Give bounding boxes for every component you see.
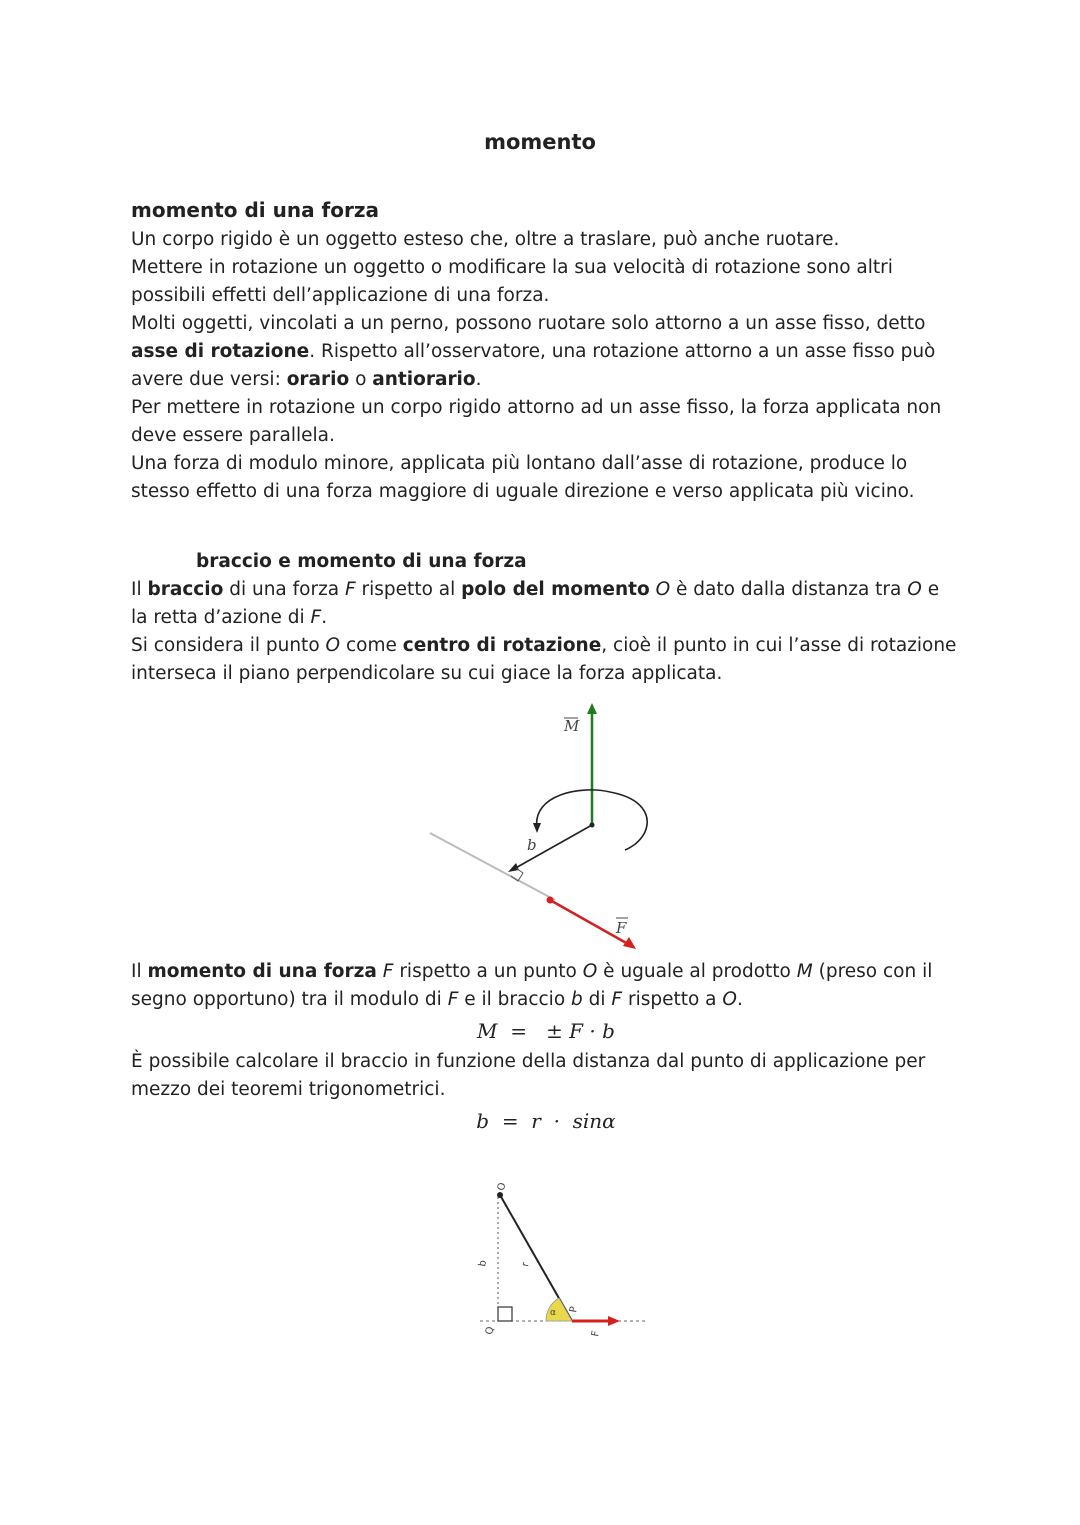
label-b: b	[477, 1259, 490, 1268]
paragraph: È possibile calcolare il braccio in funzione della distanza dal punto di applicazione per mezzo dei teoremi trigonometrici.	[131, 1051, 926, 1100]
force-arrowhead	[608, 1316, 620, 1326]
text: Molti oggetti, vincolati a un perno, possono ruotare solo attorno a un asse fisso, detto	[131, 313, 926, 334]
label-alpha: α	[550, 1308, 556, 1318]
text: rispetto al	[355, 579, 462, 600]
text: e il braccio	[458, 989, 572, 1010]
formula-moment: M = ± F · b	[477, 1019, 615, 1043]
italic-symbol: M	[796, 961, 813, 982]
label-r: r	[520, 1261, 532, 1268]
text: Si considera il punto	[131, 635, 326, 656]
section-heading-braccio: braccio e momento di una forza	[196, 551, 527, 572]
text: .	[475, 369, 482, 390]
label-P: P	[568, 1305, 581, 1314]
italic-symbol: O	[325, 635, 341, 656]
text: e la retta d’azione di	[131, 579, 940, 628]
paragraph: Per mettere in rotazione un corpo rigido attorno ad un asse fisso, la forza applicata non deve essere parallela.	[131, 397, 942, 446]
arm-arrowhead	[508, 863, 519, 872]
bold-term: antiorario	[372, 369, 476, 390]
point-O	[497, 1192, 503, 1198]
italic-symbol: F	[310, 607, 322, 628]
label-b: b	[527, 836, 537, 854]
arm-trig-diagram	[470, 1175, 660, 1350]
bold-term: polo del momento	[461, 579, 650, 600]
paragraph	[131, 576, 961, 632]
main-content	[131, 196, 961, 688]
text: . Rispetto all’osservatore, una rotazione attorno a un asse fisso può avere due versi:	[131, 341, 936, 390]
pole-point	[590, 823, 595, 828]
right-angle-square	[498, 1307, 512, 1321]
text: , cioè il punto in cui l’asse di rotazione interseca il piano perpendicolare su cui giace la forza applicata.	[131, 635, 957, 684]
text: .	[736, 989, 743, 1010]
text: Il	[131, 579, 148, 600]
text: rispetto a	[622, 989, 723, 1010]
text: è dato dalla distanza tra	[670, 579, 908, 600]
text: è uguale al prodotto	[597, 961, 797, 982]
text: di una forza	[223, 579, 346, 600]
paragraph	[131, 632, 961, 688]
paragraph: Mettere in rotazione un oggetto o modificare la sua velocità di rotazione sono altri possibili effetti dell’applicazione di una forza.	[131, 257, 893, 306]
text: come	[340, 635, 403, 656]
paragraph: Una forza di modulo minore, applicata più lontano dall’asse di rotazione, produce lo stesso effetto di una forza maggiore di uguale direzione e verso applicata più vicino.	[131, 453, 915, 502]
italic-symbol: F	[447, 989, 459, 1010]
label-Q: Q	[484, 1325, 497, 1336]
page-title: momento	[484, 130, 596, 154]
italic-symbol: F	[345, 579, 356, 600]
bold-term: momento di una forza	[147, 961, 377, 982]
bold-term: asse di rotazione	[131, 341, 310, 362]
text: rispetto a un punto	[393, 961, 583, 982]
moment-diagram	[420, 700, 670, 955]
italic-symbol: O	[907, 579, 922, 600]
application-point	[547, 897, 554, 904]
moment-text	[131, 958, 961, 1138]
paragraph	[131, 310, 961, 394]
formula-arm: b = r · sinα	[476, 1109, 616, 1133]
label-O: O	[496, 1181, 509, 1192]
bold-term: centro di rotazione	[402, 635, 602, 656]
paragraph	[131, 958, 961, 1014]
bold-term: braccio	[147, 579, 224, 600]
italic-symbol: F	[382, 961, 394, 982]
text: o	[349, 369, 373, 390]
section-heading-momento: momento di una forza	[131, 198, 379, 222]
italic-symbol: O	[722, 989, 737, 1010]
moment-arrowhead	[587, 703, 597, 714]
italic-symbol: O	[582, 961, 598, 982]
label-M: M	[564, 717, 580, 735]
text: (preso con il segno opportuno) tra il modulo di	[131, 961, 933, 1010]
paragraph: Un corpo rigido è un oggetto esteso che, oltre a traslare, può anche ruotare.	[131, 229, 840, 250]
bold-term: orario	[286, 369, 350, 390]
italic-symbol: b	[571, 989, 583, 1010]
text: .	[321, 607, 328, 628]
text: di	[582, 989, 612, 1010]
label-F: F	[590, 1329, 602, 1338]
label-F: F	[616, 919, 627, 937]
rotation-arrowhead	[533, 823, 541, 833]
text: Il	[131, 961, 148, 982]
italic-symbol: F	[611, 989, 623, 1010]
arm-vector	[512, 825, 592, 870]
italic-symbol: O	[655, 579, 671, 600]
